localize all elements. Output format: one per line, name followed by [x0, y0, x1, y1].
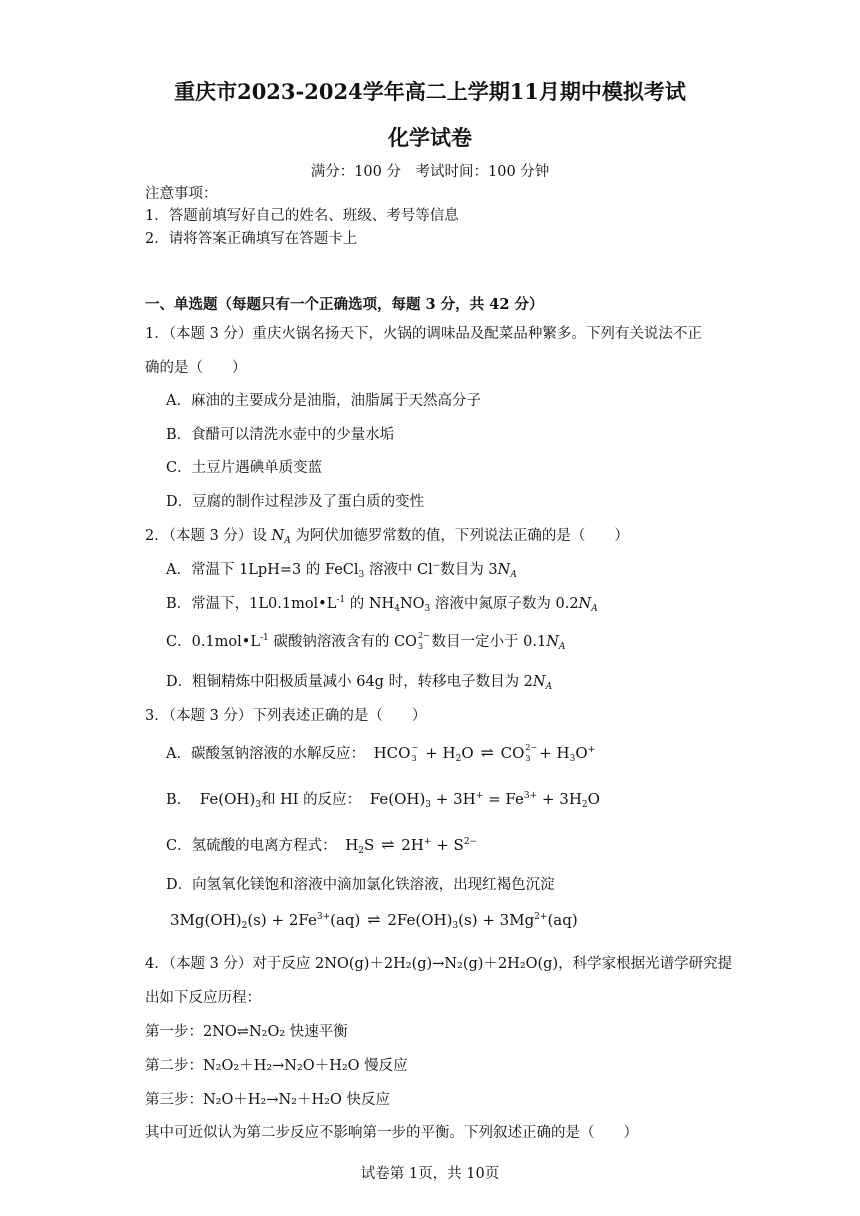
q3-option-d-equation: $3Mg(OH)_2(s) + 2Fe^{3+}(aq)$ ⇌ $2Fe(OH)_3(s) + 3Mg^{2+}(aq)$	[170, 910, 578, 931]
exam-subject: 化学试卷	[388, 125, 472, 150]
q3-option-b-equation: $Fe(OH)_3 + 3H^+ = Fe^{3+} + 3H_2O$	[369, 790, 600, 810]
q3-option-c-equation: $H_2S$ ⇌ $2H^+ + S^{2-}$	[345, 835, 478, 856]
q3-option-b: B． $Fe(OH)_3$和 HI 的反应： $Fe(OH)_3 + 3H^+ = Fe^{3+} + 3H_2O$	[166, 790, 600, 810]
q4-stem-line2: 出如下反应历程：	[145, 990, 261, 1006]
q3-option-a: A．碳酸氢钠溶液的水解反应： HCO − 3 + $H_2O$ ⇌ CO 2− 3 + $H_3O^+$	[166, 743, 596, 764]
q4-step-2: 第二步：N₂O₂＋H₂→N₂O＋H₂O 慢反应	[145, 1058, 408, 1074]
q1-option-b: B．食醋可以清洗水壶中的少量水垢	[166, 427, 395, 443]
section-heading: 一、单选题（每题只有一个正确选项，每题 3 分，共 42 分）	[145, 296, 544, 313]
q3-option-c: C．氢硫酸的电离方程式： $H_2S$ ⇌ $2H^+ + S^{2-}$	[166, 835, 478, 856]
q3-stem: 3．（本题 3 分）下列表述正确的是（ ）	[145, 708, 427, 724]
q2-option-a: A．常温下 1LpH=3 的 FeCl$_3$ 溶液中 Cl−数目为 $3N_A$	[166, 561, 517, 580]
q4-step-3: 第三步：N₂O＋H₂→N₂＋H₂O 快反应	[145, 1092, 390, 1108]
notes-item-2: 2．请将答案正确填写在答题卡上	[145, 231, 358, 247]
q1-option-d: D．豆腐的制作过程涉及了蛋白质的变性	[166, 494, 425, 510]
q4-stem-line1: 4．（本题 3 分）对于反应 2NO(g)＋2H₂(g)→N₂(g)＋2H₂O(g)，科学家根据光谱学研究提	[145, 956, 733, 972]
notes-item-1: 1．答题前填写好自己的姓名、班级、考号等信息	[145, 208, 459, 224]
q3-fe-oh3-label: $Fe(OH)_3$	[199, 790, 262, 810]
page-footer: 试卷第 1页，共 10页	[360, 1166, 500, 1182]
q1-stem-line2: 确的是（ ）	[145, 360, 247, 376]
q3-option-d: D．向氢氧化镁饱和溶液中滴加氯化铁溶液，出现红褐色沉淀	[166, 877, 555, 893]
notes-heading: 注意事项：	[145, 186, 218, 202]
q3-option-a-equation: HCO − 3 + $H_2O$ ⇌ CO 2− 3 + $H_3O^+$	[373, 743, 596, 764]
q1-option-c: C．土豆片遇碘单质变蓝	[166, 460, 323, 476]
q1-stem-line1: 1．（本题 3 分）重庆火锅名扬天下，火锅的调味品及配菜品种繁多。下列有关说法不正	[145, 326, 702, 342]
q4-step-1: 第一步：2NO⇌N₂O₂ 快速平衡	[145, 1024, 348, 1040]
q2-option-b: B．常温下，$1L0.1mol•L^{-1}$ 的 $NH_4NO_3$ 溶液中氮原子数为 $0.2N_A$	[166, 595, 598, 614]
q2-stem: 2．（本题 3 分）设 $N_A$ 为阿伏加德罗常数的值，下列说法正确的是（ ）	[145, 528, 629, 546]
exam-meta: 满分：100 分 考试时间：100 分钟	[310, 164, 550, 180]
q1-option-a: A．麻油的主要成分是油脂，油脂属于天然高分子	[166, 393, 481, 409]
q4-stem-line3: 其中可近似认为第二步反应不影响第一步的平衡。下列叙述正确的是（ ）	[145, 1125, 638, 1141]
q2-option-c: C．$0.1mol•L^{-1}$ 碳酸钠溶液含有的 CO 2− 3 数目一定小于 $0.1N_A$	[166, 631, 566, 652]
q2-option-d: D．粗铜精炼中阳极质量减小 64g 时，转移电子数目为 $2N_A$	[166, 674, 553, 692]
exam-title: 重庆市2023-2024学年高二上学期11月期中模拟考试	[174, 79, 686, 104]
